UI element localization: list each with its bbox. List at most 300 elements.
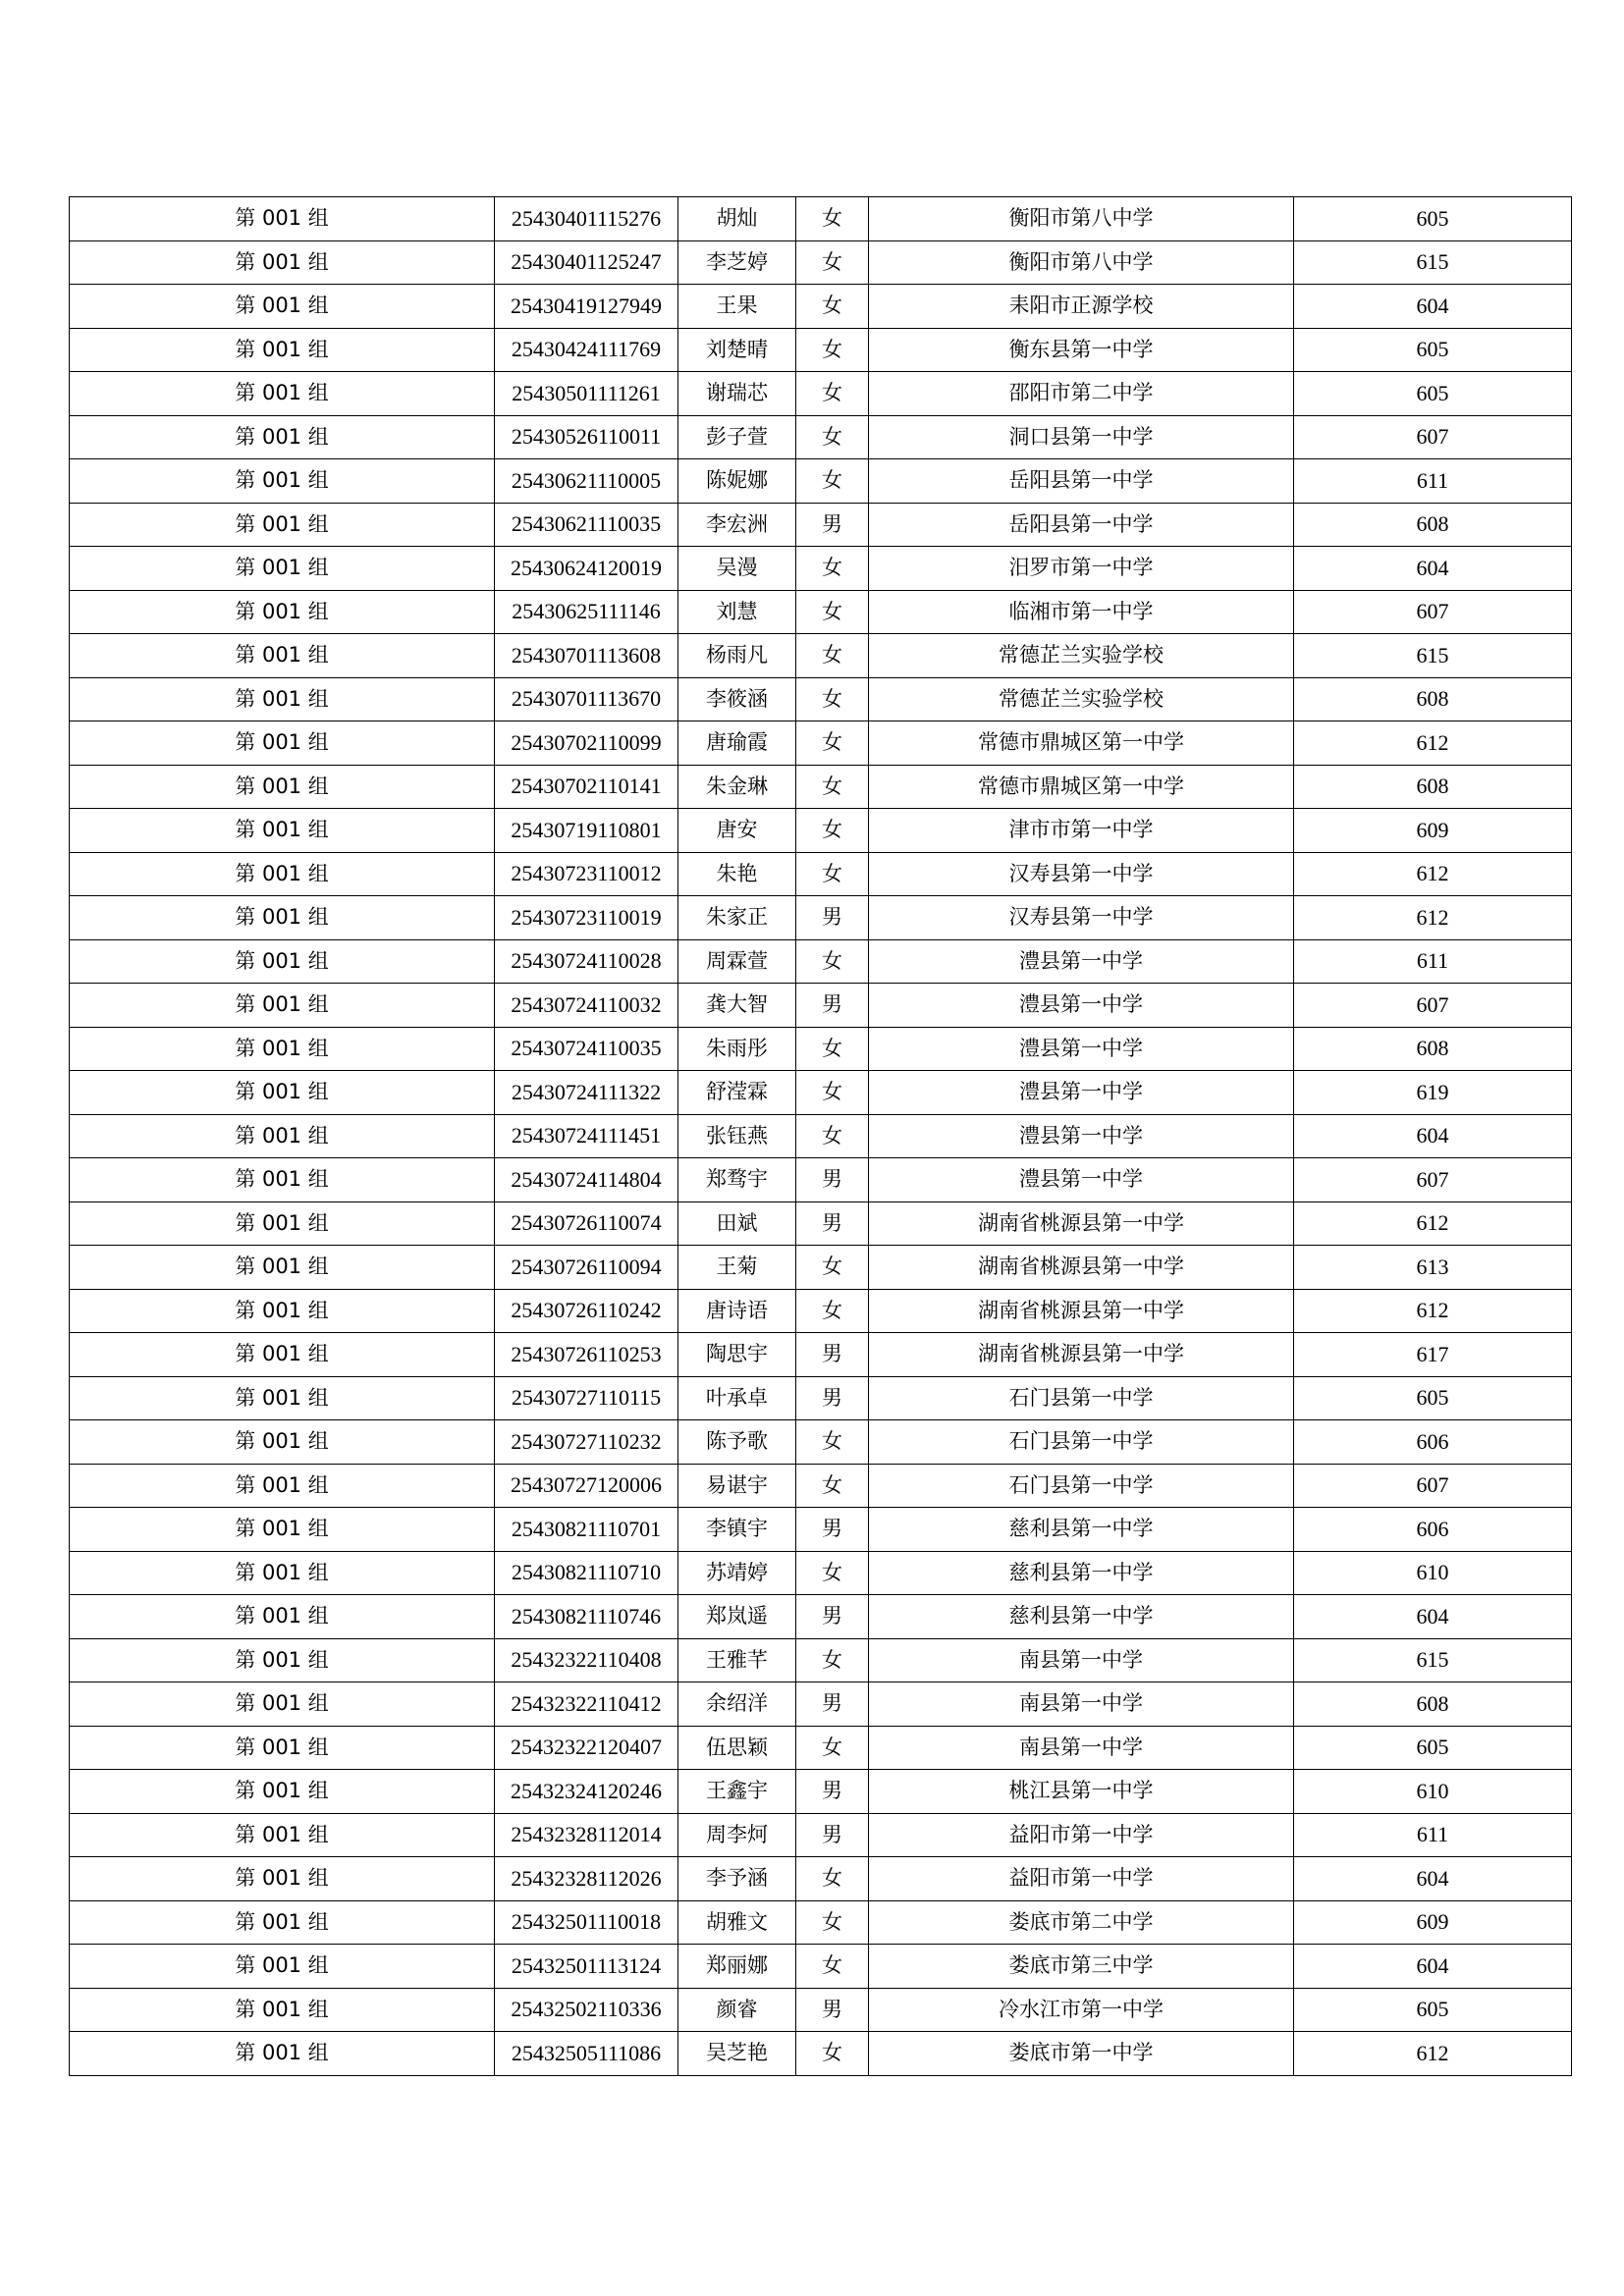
exam-id-cell: 25432328112014 — [495, 1813, 678, 1857]
student-name-cell: 舒滢霖 — [678, 1071, 796, 1115]
student-name-cell: 刘慧 — [678, 590, 796, 634]
table-row — [70, 896, 1572, 940]
exam-id-cell: 25432328112026 — [495, 1857, 678, 1901]
exam-id-cell: 25430724110028 — [495, 939, 678, 984]
student-name-cell: 胡雅文 — [678, 1900, 796, 1945]
school-cell: 衡阳市第八中学 — [869, 240, 1294, 285]
gender-cell: 男 — [796, 1595, 869, 1639]
school-cell: 澧县第一中学 — [869, 939, 1294, 984]
student-name-cell: 叶承卓 — [678, 1376, 796, 1420]
exam-id-cell: 25430724110035 — [495, 1027, 678, 1071]
table-row — [70, 1508, 1572, 1552]
score-cell: 608 — [1294, 1027, 1572, 1071]
exam-id-cell: 25430821110746 — [495, 1595, 678, 1639]
exam-id-cell: 25432324120246 — [495, 1770, 678, 1814]
school-cell: 洞口县第一中学 — [869, 415, 1294, 459]
student-name-cell: 谢瑞芯 — [678, 372, 796, 416]
group-cell: 第 001 组 — [70, 1988, 495, 2032]
school-cell: 慈利县第一中学 — [869, 1551, 1294, 1595]
student-name-cell: 刘楚晴 — [678, 328, 796, 372]
score-cell: 612 — [1294, 721, 1572, 766]
group-cell: 第 001 组 — [70, 1333, 495, 1377]
table-row — [70, 1770, 1572, 1814]
table-row — [70, 1201, 1572, 1246]
exam-id-cell: 25430724111322 — [495, 1071, 678, 1115]
exam-id-cell: 25430501111261 — [495, 372, 678, 416]
group-cell: 第 001 组 — [70, 1158, 495, 1202]
group-cell: 第 001 组 — [70, 809, 495, 853]
score-cell: 605 — [1294, 1988, 1572, 2032]
school-cell: 慈利县第一中学 — [869, 1508, 1294, 1552]
student-name-cell: 陈妮娜 — [678, 459, 796, 504]
group-cell: 第 001 组 — [70, 1114, 495, 1158]
school-cell: 衡东县第一中学 — [869, 328, 1294, 372]
exam-id-cell: 25430526110011 — [495, 415, 678, 459]
table-row — [70, 547, 1572, 591]
student-name-cell: 陶思宇 — [678, 1333, 796, 1377]
student-name-cell: 苏靖婷 — [678, 1551, 796, 1595]
score-cell: 615 — [1294, 1638, 1572, 1682]
exam-id-cell: 25430726110253 — [495, 1333, 678, 1377]
group-cell: 第 001 组 — [70, 634, 495, 678]
student-name-cell: 余绍洋 — [678, 1682, 796, 1727]
gender-cell: 女 — [796, 240, 869, 285]
school-cell: 桃江县第一中学 — [869, 1770, 1294, 1814]
student-name-cell: 周李炣 — [678, 1813, 796, 1857]
score-cell: 617 — [1294, 1333, 1572, 1377]
gender-cell: 男 — [796, 1682, 869, 1727]
group-cell: 第 001 组 — [70, 590, 495, 634]
gender-cell: 男 — [796, 1508, 869, 1552]
school-cell: 临湘市第一中学 — [869, 590, 1294, 634]
exam-id-cell: 25432322120407 — [495, 1726, 678, 1770]
group-cell: 第 001 组 — [70, 1508, 495, 1552]
gender-cell: 女 — [796, 547, 869, 591]
score-cell: 612 — [1294, 2032, 1572, 2076]
group-cell: 第 001 组 — [70, 372, 495, 416]
score-cell: 608 — [1294, 765, 1572, 809]
score-cell: 607 — [1294, 1158, 1572, 1202]
school-cell: 耒阳市正源学校 — [869, 285, 1294, 329]
gender-cell: 女 — [796, 1071, 869, 1115]
exam-id-cell: 25430724111451 — [495, 1114, 678, 1158]
table-row — [70, 765, 1572, 809]
group-cell: 第 001 组 — [70, 415, 495, 459]
group-cell: 第 001 组 — [70, 328, 495, 372]
school-cell: 慈利县第一中学 — [869, 1595, 1294, 1639]
score-cell: 605 — [1294, 1376, 1572, 1420]
exam-id-cell: 25430719110801 — [495, 809, 678, 853]
student-name-cell: 朱家正 — [678, 896, 796, 940]
student-name-cell: 胡灿 — [678, 197, 796, 241]
score-cell: 611 — [1294, 1813, 1572, 1857]
table-row — [70, 1289, 1572, 1333]
group-cell: 第 001 组 — [70, 1813, 495, 1857]
exam-id-cell: 25432501110018 — [495, 1900, 678, 1945]
gender-cell: 男 — [796, 1813, 869, 1857]
table-row — [70, 1813, 1572, 1857]
group-cell: 第 001 组 — [70, 1682, 495, 1727]
school-cell: 娄底市第一中学 — [869, 2032, 1294, 2076]
group-cell: 第 001 组 — [70, 1857, 495, 1901]
table-row — [70, 1158, 1572, 1202]
gender-cell: 女 — [796, 721, 869, 766]
score-cell: 605 — [1294, 197, 1572, 241]
group-cell: 第 001 组 — [70, 1900, 495, 1945]
table-row — [70, 459, 1572, 504]
score-cell: 604 — [1294, 285, 1572, 329]
school-cell: 岳阳县第一中学 — [869, 503, 1294, 547]
score-cell: 607 — [1294, 415, 1572, 459]
gender-cell: 女 — [796, 634, 869, 678]
school-cell: 汨罗市第一中学 — [869, 547, 1294, 591]
score-cell: 605 — [1294, 1726, 1572, 1770]
gender-cell: 男 — [796, 1333, 869, 1377]
group-cell: 第 001 组 — [70, 1945, 495, 1989]
group-cell: 第 001 组 — [70, 896, 495, 940]
exam-id-cell: 25430726110074 — [495, 1201, 678, 1246]
score-cell: 615 — [1294, 240, 1572, 285]
gender-cell: 男 — [796, 1376, 869, 1420]
exam-id-cell: 25430724114804 — [495, 1158, 678, 1202]
gender-cell: 女 — [796, 1726, 869, 1770]
student-name-cell: 郑骛宇 — [678, 1158, 796, 1202]
school-cell: 汉寿县第一中学 — [869, 896, 1294, 940]
exam-id-cell: 25430419127949 — [495, 285, 678, 329]
exam-id-cell: 25430724110032 — [495, 984, 678, 1028]
group-cell: 第 001 组 — [70, 1376, 495, 1420]
student-name-cell: 李予涵 — [678, 1857, 796, 1901]
score-cell: 605 — [1294, 372, 1572, 416]
school-cell: 澧县第一中学 — [869, 1114, 1294, 1158]
gender-cell: 女 — [796, 372, 869, 416]
group-cell: 第 001 组 — [70, 547, 495, 591]
gender-cell: 女 — [796, 415, 869, 459]
student-name-cell: 朱雨彤 — [678, 1027, 796, 1071]
gender-cell: 女 — [796, 809, 869, 853]
gender-cell: 男 — [796, 984, 869, 1028]
group-cell: 第 001 组 — [70, 503, 495, 547]
exam-id-cell: 25430727110115 — [495, 1376, 678, 1420]
table-row — [70, 1420, 1572, 1465]
table-row — [70, 415, 1572, 459]
table-row — [70, 372, 1572, 416]
group-cell: 第 001 组 — [70, 2032, 495, 2076]
school-cell: 津市市第一中学 — [869, 809, 1294, 853]
table-row — [70, 984, 1572, 1028]
exam-id-cell: 25432502110336 — [495, 1988, 678, 2032]
gender-cell: 男 — [796, 1201, 869, 1246]
gender-cell: 女 — [796, 285, 869, 329]
gender-cell: 女 — [796, 459, 869, 504]
group-cell: 第 001 组 — [70, 1726, 495, 1770]
score-cell: 604 — [1294, 1857, 1572, 1901]
score-cell: 608 — [1294, 1682, 1572, 1727]
school-cell: 岳阳县第一中学 — [869, 459, 1294, 504]
school-cell: 衡阳市第八中学 — [869, 197, 1294, 241]
student-name-cell: 彭子萱 — [678, 415, 796, 459]
score-cell: 612 — [1294, 1289, 1572, 1333]
school-cell: 南县第一中学 — [869, 1638, 1294, 1682]
student-name-cell: 周霖萱 — [678, 939, 796, 984]
table-row — [70, 590, 1572, 634]
table-row — [70, 1027, 1572, 1071]
student-name-cell: 李宏洲 — [678, 503, 796, 547]
student-name-cell: 易谌宇 — [678, 1464, 796, 1508]
student-name-cell: 郑岚遥 — [678, 1595, 796, 1639]
score-cell: 612 — [1294, 896, 1572, 940]
gender-cell: 女 — [796, 1551, 869, 1595]
gender-cell: 女 — [796, 852, 869, 896]
gender-cell: 女 — [796, 1900, 869, 1945]
exam-id-cell: 25430401115276 — [495, 197, 678, 241]
school-cell: 益阳市第一中学 — [869, 1857, 1294, 1901]
gender-cell: 女 — [796, 1857, 869, 1901]
exam-id-cell: 25430726110242 — [495, 1289, 678, 1333]
gender-cell: 女 — [796, 1246, 869, 1290]
score-cell: 609 — [1294, 1900, 1572, 1945]
group-cell: 第 001 组 — [70, 197, 495, 241]
gender-cell: 女 — [796, 590, 869, 634]
exam-id-cell: 25430625111146 — [495, 590, 678, 634]
group-cell: 第 001 组 — [70, 240, 495, 285]
exam-id-cell: 25430624120019 — [495, 547, 678, 591]
table-row — [70, 285, 1572, 329]
exam-id-cell: 25430701113608 — [495, 634, 678, 678]
student-name-cell: 吴芝艳 — [678, 2032, 796, 2076]
table-row — [70, 2032, 1572, 2076]
score-cell: 604 — [1294, 1114, 1572, 1158]
exam-id-cell: 25430726110094 — [495, 1246, 678, 1290]
exam-id-cell: 25432322110412 — [495, 1682, 678, 1727]
student-name-cell: 田斌 — [678, 1201, 796, 1246]
score-cell: 608 — [1294, 677, 1572, 721]
school-cell: 澧县第一中学 — [869, 1027, 1294, 1071]
table-body — [70, 197, 1572, 2076]
table-row — [70, 1945, 1572, 1989]
score-cell: 613 — [1294, 1246, 1572, 1290]
table-row — [70, 1900, 1572, 1945]
exam-id-cell: 25430621110035 — [495, 503, 678, 547]
table-row — [70, 1114, 1572, 1158]
table-row — [70, 1638, 1572, 1682]
school-cell: 澧县第一中学 — [869, 1158, 1294, 1202]
score-cell: 610 — [1294, 1551, 1572, 1595]
school-cell: 湖南省桃源县第一中学 — [869, 1333, 1294, 1377]
student-name-cell: 王菊 — [678, 1246, 796, 1290]
gender-cell: 女 — [796, 1464, 869, 1508]
score-cell: 611 — [1294, 939, 1572, 984]
student-name-cell: 朱艳 — [678, 852, 796, 896]
school-cell: 常德市鼎城区第一中学 — [869, 765, 1294, 809]
student-name-cell: 王雅芊 — [678, 1638, 796, 1682]
school-cell: 澧县第一中学 — [869, 1071, 1294, 1115]
score-cell: 611 — [1294, 459, 1572, 504]
school-cell: 常德芷兰实验学校 — [869, 634, 1294, 678]
score-cell: 612 — [1294, 1201, 1572, 1246]
table-row — [70, 721, 1572, 766]
exam-id-cell: 25430621110005 — [495, 459, 678, 504]
score-cell: 607 — [1294, 984, 1572, 1028]
group-cell: 第 001 组 — [70, 677, 495, 721]
student-name-cell: 朱金琳 — [678, 765, 796, 809]
exam-id-cell: 25430821110701 — [495, 1508, 678, 1552]
table-row — [70, 1246, 1572, 1290]
gender-cell: 女 — [796, 328, 869, 372]
group-cell: 第 001 组 — [70, 939, 495, 984]
student-name-cell: 龚大智 — [678, 984, 796, 1028]
group-cell: 第 001 组 — [70, 1071, 495, 1115]
table-row — [70, 852, 1572, 896]
score-cell: 606 — [1294, 1508, 1572, 1552]
school-cell: 石门县第一中学 — [869, 1464, 1294, 1508]
exam-id-cell: 25430723110019 — [495, 896, 678, 940]
table-row — [70, 1682, 1572, 1727]
student-name-cell: 唐诗语 — [678, 1289, 796, 1333]
school-cell: 湖南省桃源县第一中学 — [869, 1289, 1294, 1333]
score-cell: 605 — [1294, 328, 1572, 372]
student-name-cell: 伍思颖 — [678, 1726, 796, 1770]
table-row — [70, 634, 1572, 678]
table-row — [70, 1595, 1572, 1639]
gender-cell: 女 — [796, 939, 869, 984]
gender-cell: 男 — [796, 1988, 869, 2032]
gender-cell: 男 — [796, 1770, 869, 1814]
school-cell: 娄底市第二中学 — [869, 1900, 1294, 1945]
student-name-cell: 唐安 — [678, 809, 796, 853]
student-name-cell: 王果 — [678, 285, 796, 329]
exam-id-cell: 25432505111086 — [495, 2032, 678, 2076]
group-cell: 第 001 组 — [70, 1420, 495, 1465]
student-name-cell: 吴漫 — [678, 547, 796, 591]
school-cell: 娄底市第三中学 — [869, 1945, 1294, 1989]
gender-cell: 男 — [796, 1158, 869, 1202]
admission-list-table — [69, 196, 1572, 2076]
exam-id-cell: 25430723110012 — [495, 852, 678, 896]
gender-cell: 女 — [796, 1945, 869, 1989]
school-cell: 常德市鼎城区第一中学 — [869, 721, 1294, 766]
school-cell: 常德芷兰实验学校 — [869, 677, 1294, 721]
student-name-cell: 杨雨凡 — [678, 634, 796, 678]
school-cell: 石门县第一中学 — [869, 1376, 1294, 1420]
score-cell: 615 — [1294, 634, 1572, 678]
gender-cell: 女 — [796, 1289, 869, 1333]
gender-cell: 女 — [796, 1420, 869, 1465]
score-cell: 607 — [1294, 1464, 1572, 1508]
group-cell: 第 001 组 — [70, 1289, 495, 1333]
table-row — [70, 1726, 1572, 1770]
score-cell: 604 — [1294, 547, 1572, 591]
school-cell: 南县第一中学 — [869, 1682, 1294, 1727]
table-row — [70, 1376, 1572, 1420]
table-row — [70, 939, 1572, 984]
group-cell: 第 001 组 — [70, 984, 495, 1028]
table-row — [70, 809, 1572, 853]
table-row — [70, 1071, 1572, 1115]
exam-id-cell: 25430702110141 — [495, 765, 678, 809]
school-cell: 石门县第一中学 — [869, 1420, 1294, 1465]
exam-id-cell: 25430821110710 — [495, 1551, 678, 1595]
exam-id-cell: 25430702110099 — [495, 721, 678, 766]
group-cell: 第 001 组 — [70, 1464, 495, 1508]
table-row — [70, 503, 1572, 547]
exam-id-cell: 25430727110232 — [495, 1420, 678, 1465]
group-cell: 第 001 组 — [70, 1027, 495, 1071]
group-cell: 第 001 组 — [70, 1770, 495, 1814]
student-name-cell: 张钰燕 — [678, 1114, 796, 1158]
gender-cell: 女 — [796, 2032, 869, 2076]
gender-cell: 女 — [796, 1027, 869, 1071]
score-cell: 608 — [1294, 503, 1572, 547]
exam-id-cell: 25430401125247 — [495, 240, 678, 285]
student-name-cell: 陈予歌 — [678, 1420, 796, 1465]
group-cell: 第 001 组 — [70, 1595, 495, 1639]
table-row — [70, 1333, 1572, 1377]
group-cell: 第 001 组 — [70, 721, 495, 766]
student-name-cell: 李筱涵 — [678, 677, 796, 721]
table-row — [70, 1857, 1572, 1901]
group-cell: 第 001 组 — [70, 459, 495, 504]
school-cell: 邵阳市第二中学 — [869, 372, 1294, 416]
exam-id-cell: 25430701113670 — [495, 677, 678, 721]
gender-cell: 女 — [796, 197, 869, 241]
group-cell: 第 001 组 — [70, 1551, 495, 1595]
table-row — [70, 677, 1572, 721]
student-name-cell: 唐瑜霞 — [678, 721, 796, 766]
student-name-cell: 颜睿 — [678, 1988, 796, 2032]
gender-cell: 女 — [796, 1638, 869, 1682]
school-cell: 益阳市第一中学 — [869, 1813, 1294, 1857]
table-row — [70, 328, 1572, 372]
score-cell: 606 — [1294, 1420, 1572, 1465]
group-cell: 第 001 组 — [70, 1246, 495, 1290]
table-row — [70, 1988, 1572, 2032]
table-row — [70, 240, 1572, 285]
student-name-cell: 王鑫宇 — [678, 1770, 796, 1814]
student-name-cell: 郑丽娜 — [678, 1945, 796, 1989]
exam-id-cell: 25432501113124 — [495, 1945, 678, 1989]
group-cell: 第 001 组 — [70, 285, 495, 329]
score-cell: 612 — [1294, 852, 1572, 896]
table-row — [70, 1551, 1572, 1595]
gender-cell: 女 — [796, 1114, 869, 1158]
school-cell: 湖南省桃源县第一中学 — [869, 1201, 1294, 1246]
group-cell: 第 001 组 — [70, 1201, 495, 1246]
group-cell: 第 001 组 — [70, 765, 495, 809]
group-cell: 第 001 组 — [70, 1638, 495, 1682]
score-cell: 607 — [1294, 590, 1572, 634]
school-cell: 湖南省桃源县第一中学 — [869, 1246, 1294, 1290]
school-cell: 汉寿县第一中学 — [869, 852, 1294, 896]
school-cell: 冷水江市第一中学 — [869, 1988, 1294, 2032]
score-cell: 619 — [1294, 1071, 1572, 1115]
exam-id-cell: 25430424111769 — [495, 328, 678, 372]
student-name-cell: 李镇宇 — [678, 1508, 796, 1552]
table-row — [70, 197, 1572, 241]
group-cell: 第 001 组 — [70, 852, 495, 896]
gender-cell: 男 — [796, 896, 869, 940]
school-cell: 南县第一中学 — [869, 1726, 1294, 1770]
exam-id-cell: 25432322110408 — [495, 1638, 678, 1682]
score-cell: 604 — [1294, 1595, 1572, 1639]
school-cell: 澧县第一中学 — [869, 984, 1294, 1028]
gender-cell: 女 — [796, 765, 869, 809]
score-cell: 609 — [1294, 809, 1572, 853]
score-cell: 610 — [1294, 1770, 1572, 1814]
student-name-cell: 李芝婷 — [678, 240, 796, 285]
gender-cell: 女 — [796, 677, 869, 721]
score-cell: 604 — [1294, 1945, 1572, 1989]
